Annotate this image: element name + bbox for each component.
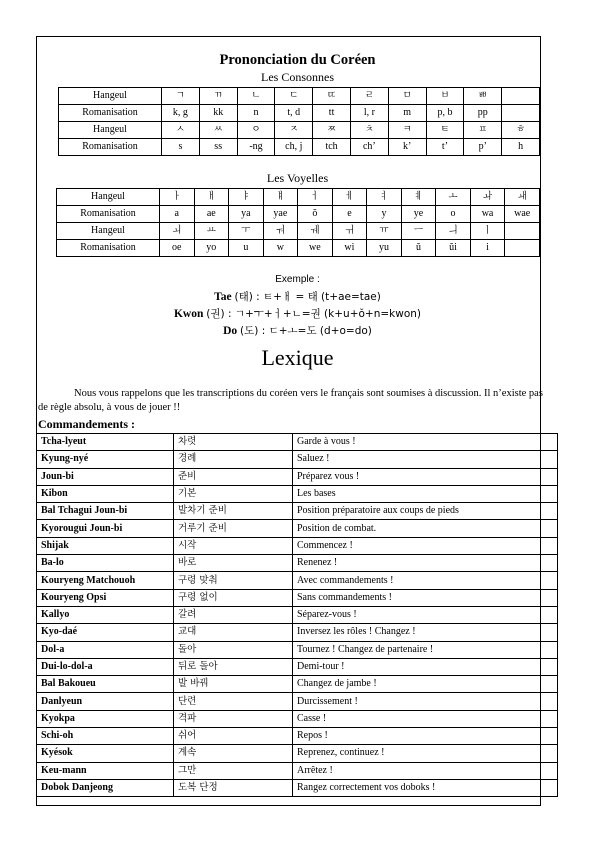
romanisation-cell: wi [332,240,367,257]
example-line [0,289,595,304]
table-row [37,555,558,572]
table-row [37,589,558,606]
example-decomposition: (도) : ㄷ+ㅗ=도 (d+o=do) [240,325,372,337]
command-french: Durcissement ! [293,693,558,710]
romanisation-cell: k, g [162,105,200,122]
hangeul-cell: ㅉ [313,122,351,139]
row-label: Romanisation [59,139,162,156]
hangeul-cell: ㅝ [263,223,298,240]
example-decomposition: (권) : ㄱ+ㅜ+ㅓ+ㄴ=권 (k+u+ŏ+n=kwon) [206,308,422,320]
row-label: Hangeul [59,88,162,105]
command-french: Reprenez, continuez ! [293,745,558,762]
hangeul-cell: ㅣ [470,223,505,240]
romanisation-cell: ŭ [401,240,436,257]
table-row [37,693,558,710]
example-line [0,323,595,338]
table-row [59,122,540,139]
command-romanized: Keu-mann [37,762,174,779]
command-romanized: Kyokpa [37,710,174,727]
command-french: Tournez ! Changez de partenaire ! [293,641,558,658]
table-row [57,189,540,206]
table-row [57,240,540,257]
romanisation-cell: tt [313,105,351,122]
romanisation-cell: i [470,240,505,257]
table-row [37,624,558,641]
romanisation-cell: m [388,105,426,122]
hangeul-cell: ㅞ [298,223,333,240]
command-romanized: Shijak [37,537,174,554]
table-row [59,88,540,105]
command-hangeul: 그만 [174,762,293,779]
command-romanized: Joun-bi [37,468,174,485]
table-row [57,206,540,223]
hangeul-cell: ㅎ [502,122,540,139]
command-romanized: Kyésok [37,745,174,762]
table-row [37,745,558,762]
table-row [37,572,558,589]
command-hangeul: 경례 [174,451,293,468]
hangeul-cell: ㅋ [388,122,426,139]
vowels-table [56,188,540,257]
command-romanized: Ba-lo [37,555,174,572]
hangeul-cell: ㅃ [464,88,502,105]
command-french: Inversez les rôles ! Changez ! [293,624,558,641]
command-french: Sans commandements ! [293,589,558,606]
command-french: Changez de jambe ! [293,676,558,693]
table-row [37,520,558,537]
command-hangeul: 계속 [174,745,293,762]
romanisation-cell: yo [194,240,229,257]
romanisation-cell: tch [313,139,351,156]
hangeul-cell: ㅚ [160,223,195,240]
romanisation-cell: t, d [275,105,313,122]
romanisation-cell: yae [263,206,298,223]
hangeul-cell: ㅏ [160,189,195,206]
romanisation-cell: e [332,206,367,223]
hangeul-cell: ㅍ [464,122,502,139]
pronunciation-title: Prononciation du Coréen [219,52,376,68]
hangeul-cell: ㅐ [194,189,229,206]
command-hangeul: 쉬어 [174,728,293,745]
command-french: Casse ! [293,710,558,727]
command-french: Demi-tour ! [293,658,558,675]
row-label: Hangeul [57,223,160,240]
command-hangeul: 발 바꿔 [174,676,293,693]
table-row [37,434,558,451]
romanisation-cell: kk [199,105,237,122]
command-hangeul: 교대 [174,624,293,641]
romanisation-cell: ae [194,206,229,223]
row-label: Hangeul [59,122,162,139]
command-french: Position de combat. [293,520,558,537]
hangeul-cell: ㅜ [229,223,264,240]
command-hangeul: 갈려 [174,606,293,623]
table-row [37,503,558,520]
command-french: Garde à vous ! [293,434,558,451]
command-french: Rangez correctement vos doboks ! [293,779,558,796]
romanisation-cell: l, r [350,105,388,122]
lexique-title: Lexique [261,345,334,370]
table-row [37,537,558,554]
command-romanized: Kouryeng Opsi [37,589,174,606]
romanisation-cell: p’ [464,139,502,156]
command-romanized: Dui-lo-dol-a [37,658,174,675]
command-french: Position préparatoire aux coups de pieds [293,503,558,520]
command-hangeul: 거루기 준비 [174,520,293,537]
example-word: Do [223,325,238,337]
consonants-table [58,87,540,156]
table-row [37,779,558,796]
command-hangeul: 시작 [174,537,293,554]
example-word: Tae [214,291,232,303]
romanisation-cell: we [298,240,333,257]
romanisation-cell: yu [367,240,402,257]
table-row [37,710,558,727]
table-row [57,223,540,240]
command-hangeul: 차렷 [174,434,293,451]
row-label: Hangeul [57,189,160,206]
table-row [59,105,540,122]
hangeul-cell: ㄲ [199,88,237,105]
command-hangeul: 준비 [174,468,293,485]
consonants-heading: Les Consonnes [261,70,334,84]
command-french: Repos ! [293,728,558,745]
hangeul-cell: ㅗ [436,189,471,206]
romanisation-cell: u [229,240,264,257]
command-romanized: Dol-a [37,641,174,658]
command-french: Avec commandements ! [293,572,558,589]
example-line [0,306,595,321]
hangeul-cell: ㄹ [350,88,388,105]
example-heading: Exemple : [275,274,320,285]
romanisation-cell: h [502,139,540,156]
romanisation-cell: o [436,206,471,223]
hangeul-cell: ㅁ [388,88,426,105]
command-french: Commencez ! [293,537,558,554]
table-row [37,728,558,745]
hangeul-cell: ㄱ [162,88,200,105]
hangeul-cell: ㅓ [298,189,333,206]
hangeul-cell: ㅟ [332,223,367,240]
hangeul-cell: ㅠ [367,223,402,240]
romanisation-cell: ch’ [350,139,388,156]
hangeul-cell: ㅙ [505,189,540,206]
command-french: Préparez vous ! [293,468,558,485]
command-french: Renenez ! [293,555,558,572]
hangeul-cell: ㅑ [229,189,264,206]
hangeul-cell: ㅡ [401,223,436,240]
commands-heading: Commandements : [38,417,135,431]
hangeul-cell: ㅒ [263,189,298,206]
hangeul-cell: ㄴ [237,88,275,105]
command-romanized: Kibon [37,485,174,502]
hangeul-cell: ㅖ [401,189,436,206]
romanisation-cell: ch, j [275,139,313,156]
command-romanized: Kyung-nyé [37,451,174,468]
commands-table [36,433,558,797]
command-hangeul: 도복 단정 [174,779,293,796]
romanisation-cell: s [162,139,200,156]
table-row [37,468,558,485]
romanisation-cell: oe [160,240,195,257]
romanisation-cell: ŭi [436,240,471,257]
hangeul-cell: ㅂ [426,88,464,105]
table-row [37,762,558,779]
romanisation-cell: p, b [426,105,464,122]
romanisation-cell: a [160,206,195,223]
romanisation-cell: -ng [237,139,275,156]
command-french: Saluez ! [293,451,558,468]
hangeul-cell: ㅈ [275,122,313,139]
hangeul-cell [502,88,540,105]
command-hangeul: 격파 [174,710,293,727]
hangeul-cell: ㅛ [194,223,229,240]
example-word: Kwon [173,308,204,320]
command-romanized: Kouryeng Matchouoh [37,572,174,589]
intro-paragraph: Nous vous rappelons que les transcriptions du coréen vers le français sont soumises à discussion. Il n’existe pas de règle absolu, à vous de jouer !! [38,388,543,413]
hangeul-cell: ㅘ [470,189,505,206]
command-romanized: Kyo-daé [37,624,174,641]
command-romanized: Kyorougui Joun-bi [37,520,174,537]
romanisation-cell: wae [505,206,540,223]
hangeul-cell: ㅔ [332,189,367,206]
romanisation-cell: k’ [388,139,426,156]
command-romanized: Schi-oh [37,728,174,745]
table-row [37,451,558,468]
command-hangeul: 바로 [174,555,293,572]
romanisation-cell: w [263,240,298,257]
romanisation-cell: pp [464,105,502,122]
row-label: Romanisation [57,206,160,223]
romanisation-cell: n [237,105,275,122]
vowels-heading: Les Voyelles [266,171,329,185]
command-french: Séparez-vous ! [293,606,558,623]
romanisation-cell [505,240,540,257]
command-romanized: Tcha-lyeut [37,434,174,451]
table-row [37,676,558,693]
romanisation-cell: t’ [426,139,464,156]
command-hangeul: 돌아 [174,641,293,658]
command-romanized: Kallyo [37,606,174,623]
hangeul-cell: ㅢ [436,223,471,240]
command-romanized: Danlyeun [37,693,174,710]
command-french: Les bases [293,485,558,502]
table-row [37,606,558,623]
table-row [37,658,558,675]
hangeul-cell: ㅇ [237,122,275,139]
row-label: Romanisation [59,105,162,122]
hangeul-cell [505,223,540,240]
hangeul-cell: ㄸ [313,88,351,105]
command-hangeul: 구령 없이 [174,589,293,606]
hangeul-cell: ㄷ [275,88,313,105]
romanisation-cell: y [367,206,402,223]
command-romanized: Bal Tchagui Joun-bi [37,503,174,520]
romanisation-cell: ss [199,139,237,156]
table-row [59,139,540,156]
romanisation-cell: ye [401,206,436,223]
command-romanized: Dobok Danjeong [37,779,174,796]
command-hangeul: 단련 [174,693,293,710]
command-hangeul: 뒤로 돌아 [174,658,293,675]
hangeul-cell: ㅕ [367,189,402,206]
hangeul-cell: ㅅ [162,122,200,139]
romanisation-cell: ŏ [298,206,333,223]
row-label: Romanisation [57,240,160,257]
romanisation-cell [502,105,540,122]
hangeul-cell: ㅊ [350,122,388,139]
command-french: Arrêtez ! [293,762,558,779]
command-hangeul: 발차기 준비 [174,503,293,520]
hangeul-cell: ㅌ [426,122,464,139]
romanisation-cell: wa [470,206,505,223]
example-decomposition: (태) : ㅌ+ㅐ = 태 (t+ae=tae) [234,291,381,303]
command-romanized: Bal Bakoueu [37,676,174,693]
table-row [37,641,558,658]
romanisation-cell: ya [229,206,264,223]
command-hangeul: 구령 맞춰 [174,572,293,589]
command-hangeul: 기본 [174,485,293,502]
hangeul-cell: ㅆ [199,122,237,139]
table-row [37,485,558,502]
